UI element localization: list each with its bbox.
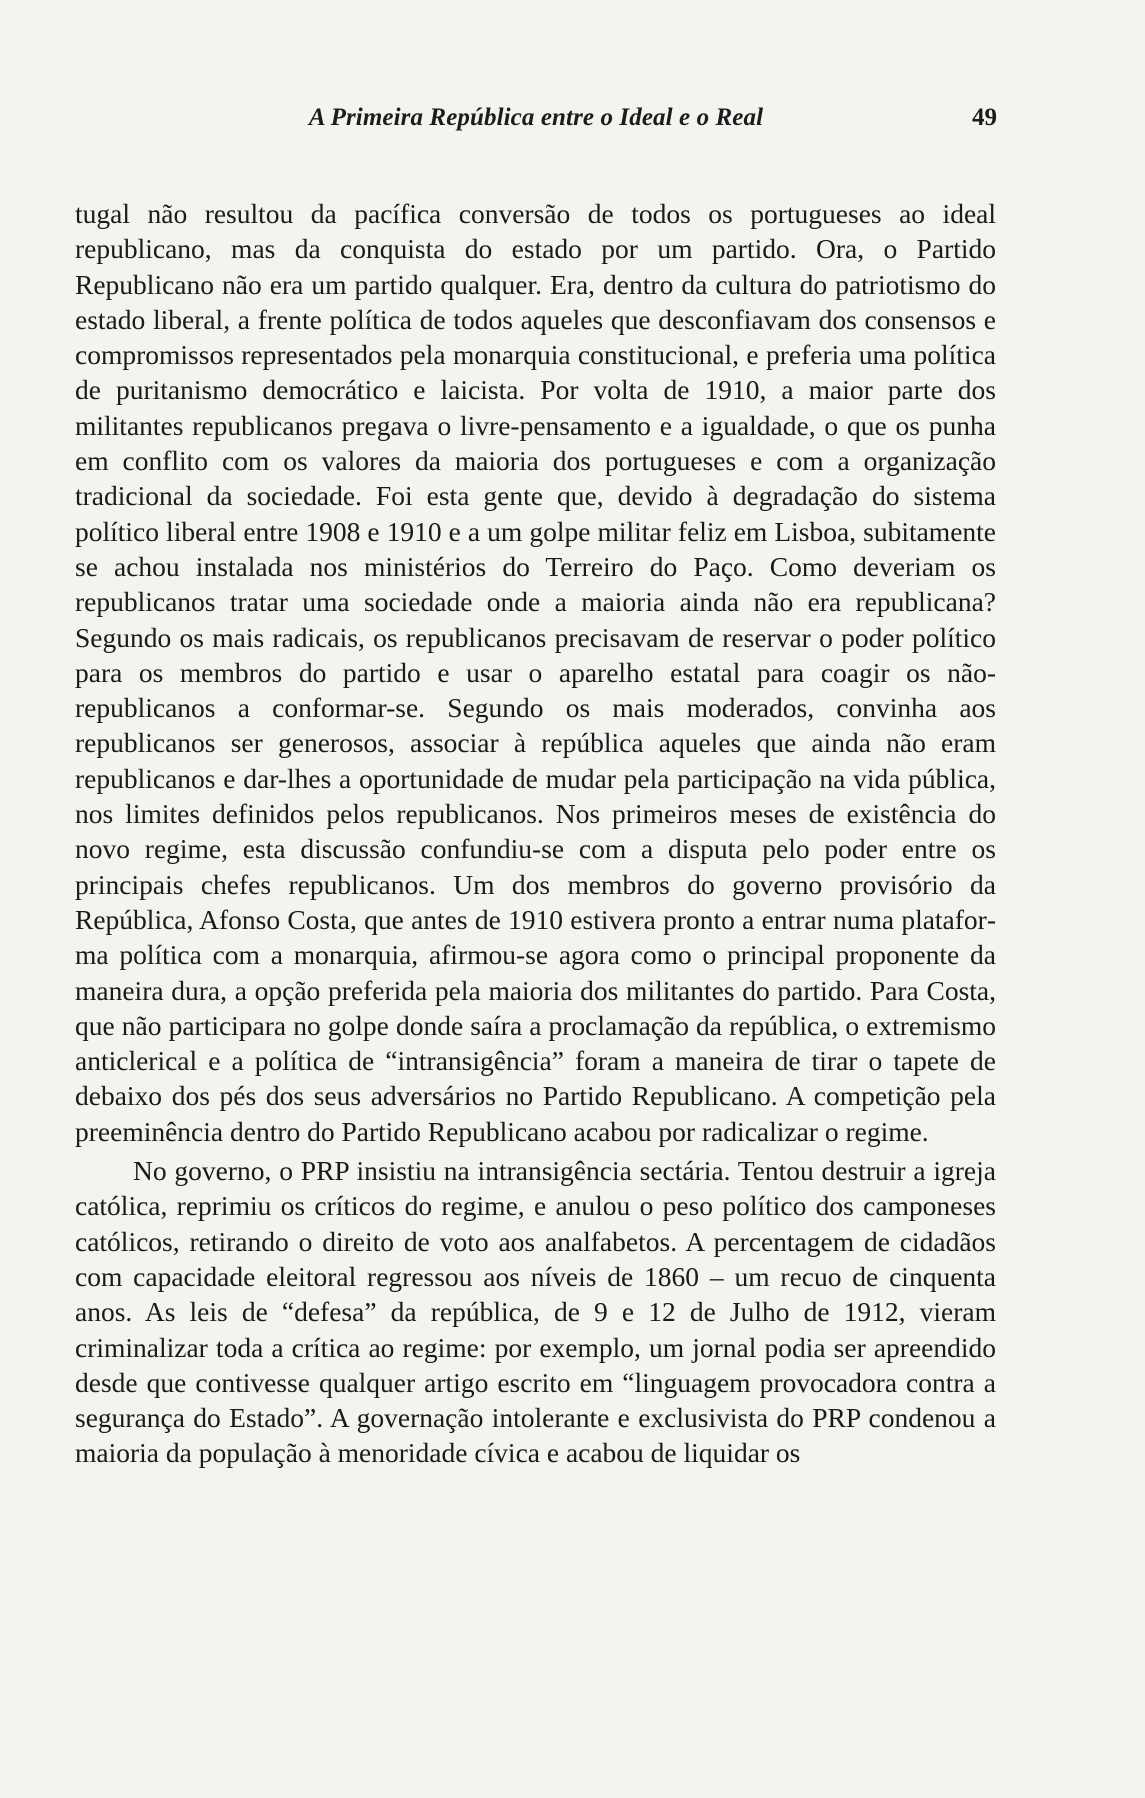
running-title: A Primeira República entre o Ideal e o Real <box>308 104 764 131</box>
page-header <box>75 104 997 136</box>
page-number: 49 <box>972 104 997 131</box>
paragraph: No governo, o PRP insistiu na intransigência sectária. Tentou destruir a igreja católica, reprimiu os críticos do regime, e anulou o peso político dos camponeses católicos, retirando o direito de voto aos analfabetos. A percentagem de cidadãos com capacidade eleitoral regressou aos níveis de 1860 – um recuo de cinquenta anos. As leis de “defesa” da república, de 9 e 12 de Julho de 1912, vieram criminalizar toda a crítica ao regime: por exemplo, um jornal podia ser apreendido desde que contivesse qualquer artigo escrito em “linguagem provocadora contra a segurança do Estado”. A governação intolerante e exclusivista do PRP condenou a maioria da população à menoridade cívica e acabou de liquidar os <box>75 1155 996 1469</box>
paragraph: tugal não resultou da pacífica conversão de todos os portugueses ao ideal republicano, mas da conquista do estado por um partido. Ora, o Partido Republicano não era um partido qualquer. Era, dentro da cultura do patriotismo do estado liberal, a frente política de todos aqueles que desconfiavam dos consensos e compromissos representados pela monarquia constitucional, e preferia uma política de puritanismo democrático e laicista. Por volta de 1910, a maior parte dos militantes republicanos pregava o livre-pensamento e a igualdade, o que os punha em conflito com os valores da maioria dos portugueses e com a organização tradicional da sociedade. Foi esta gente que, devido à degradação do sistema político liberal entre 1908 e 1910 e a um golpe militar feliz em Lisboa, subitamente se achou instalada nos ministérios do Terreiro do Paço. Como deveriam os republicanos tratar uma sociedade onde a maioria ainda não era republicana? Segundo os mais radicais, os republicanos precisavam de reservar o poder político para os membros do partido e usar o aparelho estatal para coagir os não-republicanos a conformar-se. Segundo os mais moderados, convinha aos republicanos ser generosos, associar à república aqueles que ainda não eram republicanos e dar-lhes a oportunidade de mudar pela participação na vida pública, nos limites definidos pelos republicanos. Nos primeiros meses de existência do novo regime, esta discussão confundiu-se com a disputa pelo poder entre os principais chefes republicanos. Um dos membros do governo provisório da República, Afonso Costa, que antes de 1910 estivera pronto a entrar numa plataforma política com a monarquia, afirmou-se agora como o principal proponente da maneira dura, a opção preferida pela maioria dos militantes do partido. Para Costa, que não participara no golpe donde saíra a proclamação da república, o extremismo anticlerical e a política de “intransigência” foram a maneira de tirar o tapete de debaixo dos pés dos seus adversários no Partido Republicano. A competição pela preeminência dentro do Partido Republicano acabou por radicalizar o regime. <box>75 198 996 1147</box>
body-text <box>75 196 996 1471</box>
